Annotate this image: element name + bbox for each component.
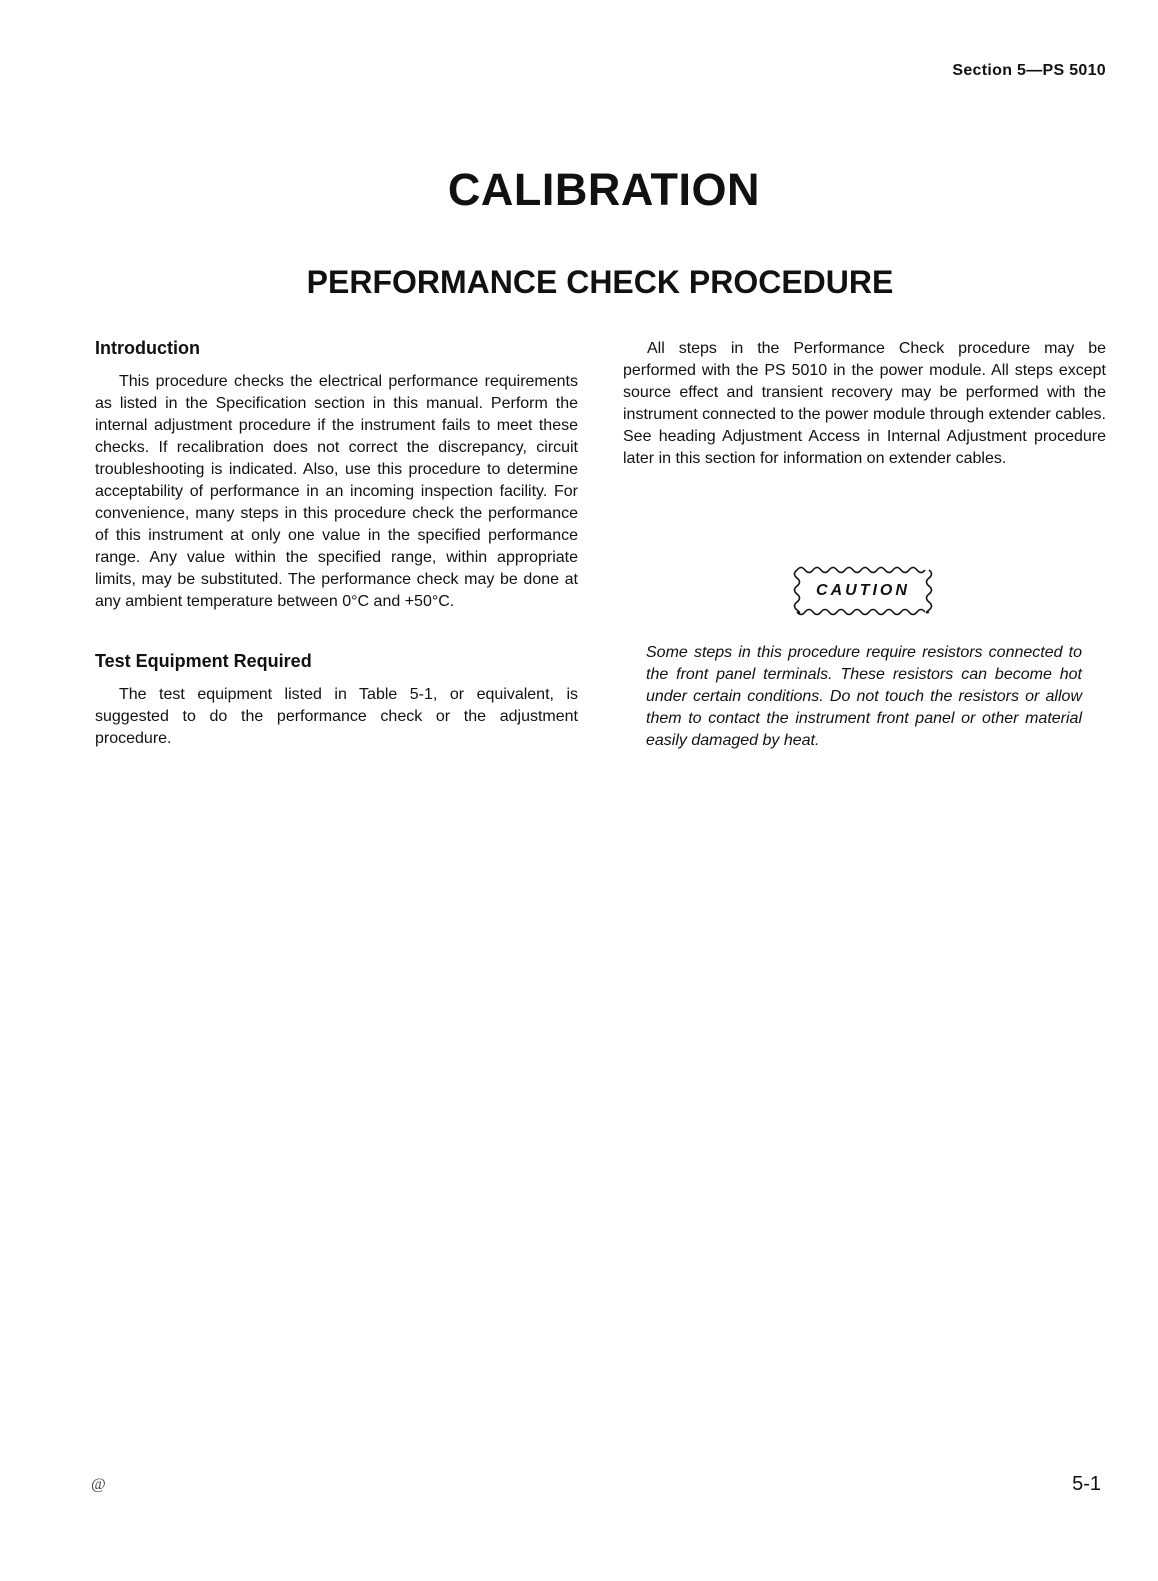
page-number: 5-1 xyxy=(1072,1473,1101,1495)
section-header: Section 5—PS 5010 xyxy=(952,62,1106,79)
left-column xyxy=(95,338,578,750)
footer-symbol: @ xyxy=(91,1476,106,1493)
introduction-heading: Introduction xyxy=(95,338,200,358)
test-equipment-heading: Test Equipment Required xyxy=(95,651,312,671)
introduction-paragraph: This procedure checks the electrical performance requirements as listed in the Specification section in this manual. Perform the internal adjustment procedure if the instrument fails to meet these checks. If recalibration does not correct the discrepancy, circuit troubleshooting is indicated. Also, use this procedure to determine acceptability of performance in an incoming inspection facility. For convenience, many steps in this procedure check the performance of this instrument at only one value in the specified performance range. Any value within the specified range, within appropriate limits, may be substituted. The performance check may be done at any ambient temperature between 0°C and +50°C. xyxy=(95,373,578,610)
page-title: CALIBRATION xyxy=(447,164,761,215)
page-subtitle: PERFORMANCE CHECK PROCEDURE xyxy=(306,264,894,300)
caution-label: CAUTION xyxy=(816,582,910,599)
performance-steps-paragraph: All steps in the Performance Check procedure may be performed with the PS 5010 in the power module. All steps except source effect and transient recovery may be performed with the instrument connected to the power module through extender cables. See heading Adjustment Access in Internal Adjustment procedure later in this section for information on extender cables. xyxy=(623,340,1106,467)
caution-box xyxy=(791,564,935,618)
right-column xyxy=(623,338,1106,752)
test-equipment-paragraph: The test equipment listed in Table 5-1, or equivalent, is suggested to do the performance check or the adjustment procedure. xyxy=(95,686,578,747)
caution-text: Some steps in this procedure require resistors connected to the front panel terminals. These resistors can become hot under certain conditions. Do not touch the resistors or allow them to contact the instrument front panel or other material easily damaged by heat. xyxy=(646,644,1082,749)
